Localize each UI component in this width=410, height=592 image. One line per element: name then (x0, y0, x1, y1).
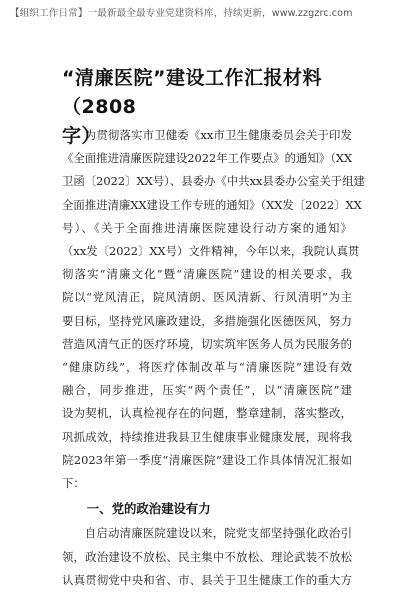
section-heading: 一、党的政治建设有力 (86, 501, 211, 517)
text-line: 号）、《关于全面推进清廉医院建设行动方案的通知》 (62, 220, 352, 235)
title-line-1: “清廉医院”建设工作汇报材料（2808 (62, 67, 322, 118)
title-line-2: 字） (62, 125, 102, 147)
page-header (10, 5, 400, 19)
text-line: 《全面推进清廉医院建设2022年工作要点》的通知》（XX (62, 151, 353, 166)
text-line: 认真贯彻党中央和省、市、县关于卫生健康工作的重大方 (62, 572, 352, 587)
text-line: （xx发〔2022〕XX号）文件精神，今年以来，我院认真贯 (62, 244, 360, 259)
text-line: 卫函〔2022〕XX号）、县委办《中共xx县委办公室关于组建 (62, 174, 365, 189)
document-body (62, 124, 365, 592)
text-line: 为贯彻落实市卫健委《xx市卫生健康委员会关于印发 (84, 128, 352, 142)
text-line: 融合，同步推进，压实“两个责任”，以“清廉医院”建 (62, 383, 352, 398)
text-line: 营造风清气正的医疗环境，切实筑牢医务人员为民服务的 (62, 336, 352, 351)
header-tagline: 一最新最全最专业党建资料库，持续更新， (87, 8, 272, 19)
text-line: 全面推进清廉XX建设工作专班的通知》（XX发〔2022〕XX (62, 197, 362, 212)
paragraph-section-1 (62, 522, 352, 592)
text-line: 院2023年第一季度“清廉医院”建设工作具体情况汇报如 (62, 452, 352, 467)
text-line: 领，政治建设不放松、民主集中不放松、理论武装不放松 (62, 549, 352, 564)
text-line: 自启动清廉医院建设以来，院党支部坚持强化政治引 (84, 526, 352, 541)
text-line: “健康防线”，将医疗体制改革与“清廉医院”建设有效 (62, 360, 352, 375)
header-site-url[interactable]: www.zzgzrc.com (271, 8, 353, 19)
text-line: 设为契机，认真检视存在的问题，整章建制，落实整改， (62, 406, 352, 421)
text-line: 要目标，坚持党风廉政建设，多措施强化医德医风，努力 (62, 313, 352, 328)
text-line: 下： (62, 476, 85, 491)
text-line: 院以“党风清正，院风清朗、医风清新、行风清明”为主 (62, 290, 352, 305)
text-line: 彻落实“清廉文化”暨“清廉医院”建设的相关要求，我 (62, 267, 352, 282)
paragraph-intro (62, 124, 365, 495)
header-brand: 【组织工作日常】 (10, 8, 88, 19)
text-line: 巩抓成效，持续推进我县卫生健康事业健康发展，现将我 (62, 429, 352, 444)
